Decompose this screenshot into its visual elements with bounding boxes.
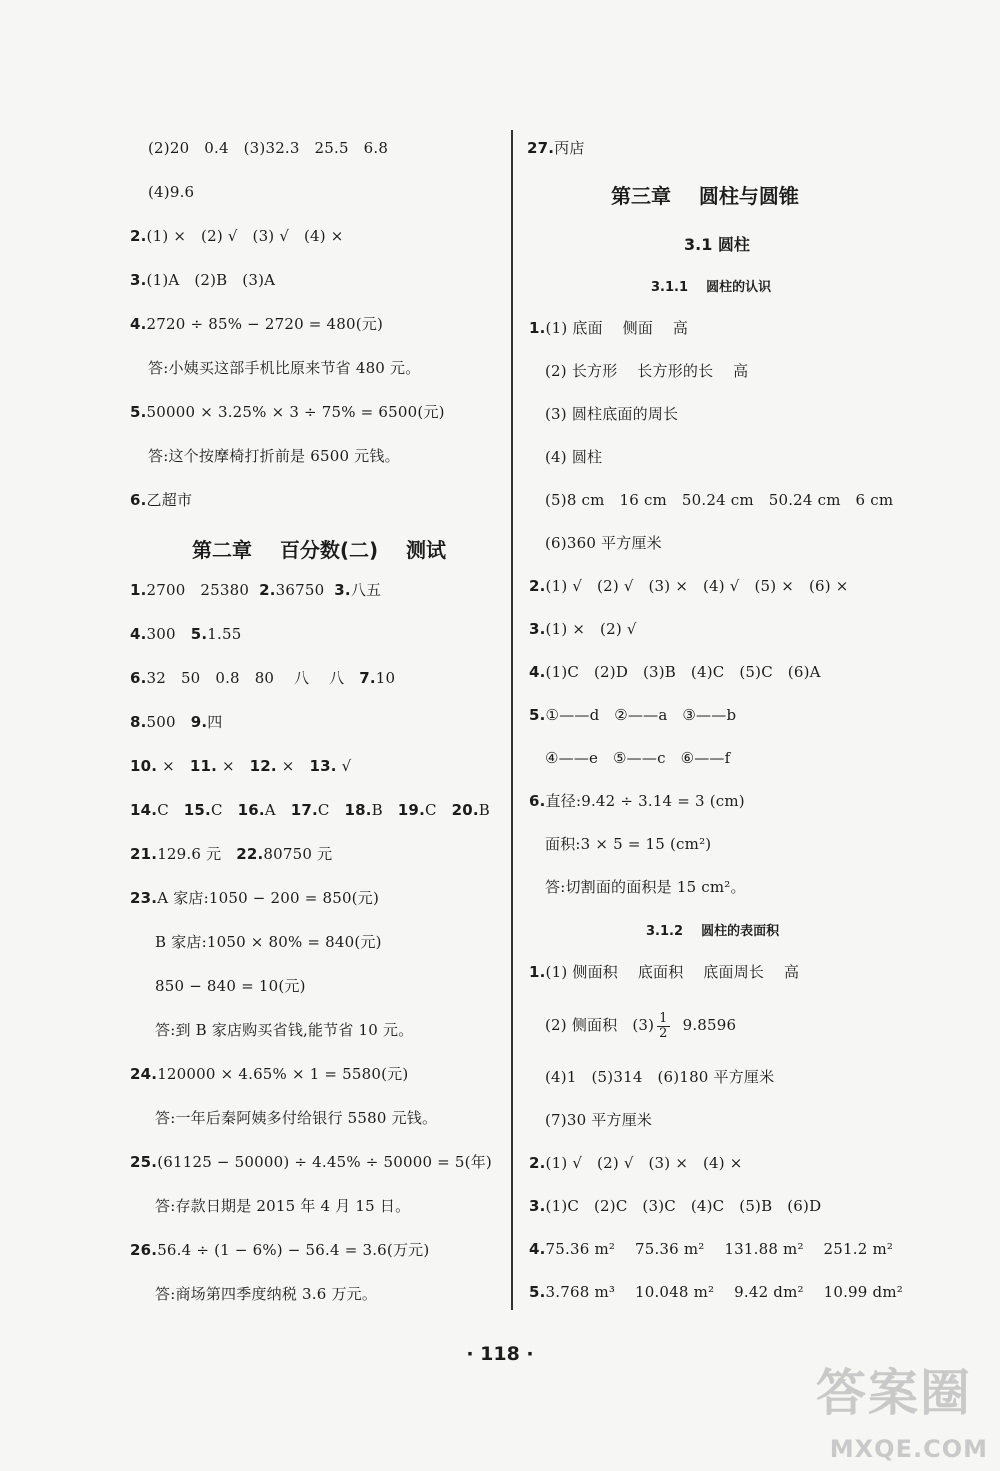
question-5 bbox=[529, 1282, 903, 1302]
test-line-6 bbox=[130, 800, 490, 820]
question-text: 120000 × 4.65% × 1 = 5580(元) bbox=[157, 1065, 409, 1083]
question-text: C bbox=[210, 801, 238, 819]
question-number: 2. bbox=[529, 1154, 546, 1172]
question-text: 2720 ÷ 85% − 2720 = 480(元) bbox=[146, 315, 384, 333]
question-text: (1)C (2)C (3)C (4)C (5)B (6)D bbox=[545, 1197, 822, 1215]
answer-line: 答:商场第四季度纳税 3.6 万元。 bbox=[155, 1285, 378, 1303]
question-number: 15. bbox=[183, 801, 211, 819]
test-line-3 bbox=[130, 668, 395, 688]
question-text: 乙超市 bbox=[146, 491, 193, 509]
answer-line: (4)1 (5)314 (6)180 平方厘米 bbox=[545, 1068, 775, 1086]
question-number: 3. bbox=[130, 271, 147, 289]
question-number: 16. bbox=[237, 801, 265, 819]
question-number: 11. bbox=[189, 757, 218, 775]
question-27 bbox=[527, 138, 585, 158]
question-number: 5. bbox=[190, 625, 208, 643]
question-number: 6. bbox=[130, 669, 147, 687]
question-text: A 家店:1050 − 200 = 850(元) bbox=[157, 889, 379, 907]
answer-line bbox=[545, 1010, 736, 1041]
question-text: 丙店 bbox=[554, 139, 585, 157]
question-1 bbox=[529, 318, 688, 338]
question-text: √ bbox=[336, 757, 352, 775]
watermark-url: MXQE.COM bbox=[829, 1435, 988, 1463]
question-5 bbox=[130, 402, 445, 422]
question-number: 17. bbox=[290, 801, 318, 819]
question-number: 23. bbox=[130, 889, 158, 907]
question-text: 300 bbox=[146, 625, 191, 643]
question-text: (1) 侧面积 底面积 底面周长 高 bbox=[545, 963, 800, 981]
question-number: 10. bbox=[130, 757, 158, 775]
question-text: 四 bbox=[207, 713, 223, 731]
answer-text: 9.8596 bbox=[672, 1016, 737, 1034]
test-line-5 bbox=[130, 756, 351, 776]
question-number: 4. bbox=[529, 663, 546, 681]
question-text: × bbox=[157, 757, 190, 775]
question-26 bbox=[130, 1240, 429, 1260]
question-number: 26. bbox=[130, 1241, 158, 1259]
question-text: 129.6 元 bbox=[157, 845, 237, 863]
question-text: (1)C (2)D (3)B (4)C (5)C (6)A bbox=[545, 663, 821, 681]
answer-line: (2)20 0.4 (3)32.3 25.5 6.8 bbox=[148, 139, 389, 157]
question-number: 4. bbox=[130, 315, 147, 333]
question-number: 4. bbox=[529, 1240, 546, 1258]
answer-line: (7)30 平方厘米 bbox=[545, 1111, 653, 1129]
answer-line: (6)360 平方厘米 bbox=[545, 534, 662, 552]
question-text: 3.768 m³ 10.048 m² 9.42 dm² 10.99 dm² bbox=[545, 1283, 903, 1301]
answer-line: 答:小姨买这部手机比原来节省 480 元。 bbox=[148, 359, 421, 377]
question-text: A bbox=[264, 801, 291, 819]
answer-line: (3) 圆柱底面的周长 bbox=[545, 405, 679, 423]
question-text: 50000 × 3.25% × 3 ÷ 75% = 6500(元) bbox=[146, 403, 445, 421]
question-text: B bbox=[478, 801, 490, 819]
question-text: 80750 元 bbox=[263, 845, 333, 863]
question-number: 2. bbox=[130, 227, 147, 245]
question-text: × bbox=[276, 757, 310, 775]
question-text: (1)A (2)B (3)A bbox=[146, 271, 276, 289]
question-number: 4. bbox=[130, 625, 147, 643]
question-text: 直径:9.42 ÷ 3.14 = 3 (cm) bbox=[545, 792, 745, 810]
question-text: 1.55 bbox=[207, 625, 242, 643]
question-number: 6. bbox=[130, 491, 147, 509]
question-text: (1) × (2) √ (3) √ (4) × bbox=[146, 227, 344, 245]
question-text: (1) √ (2) √ (3) × (4) √ (5) × (6) × bbox=[545, 577, 849, 595]
answer-line: (4) 圆柱 bbox=[545, 448, 603, 466]
question-text: 36750 bbox=[275, 581, 335, 599]
question-number: 1. bbox=[130, 581, 147, 599]
question-number: 24. bbox=[130, 1065, 158, 1083]
test-line-4 bbox=[130, 712, 222, 732]
question-number: 3. bbox=[334, 581, 351, 599]
question-number: 3. bbox=[529, 1197, 546, 1215]
answer-line: 答:存款日期是 2015 年 4 月 15 日。 bbox=[155, 1197, 411, 1215]
question-text: ①——d ②——a ③——b bbox=[545, 706, 737, 724]
question-number: 1. bbox=[529, 963, 546, 981]
answer-line: 答:切割面的面积是 15 cm²。 bbox=[545, 878, 746, 896]
answer-line: B 家店:1050 × 80% = 840(元) bbox=[155, 933, 382, 951]
question-text: 10 bbox=[375, 669, 396, 687]
answer-line: 答:这个按摩椅打折前是 6500 元钱。 bbox=[148, 447, 400, 465]
question-23 bbox=[130, 888, 379, 908]
answer-line: 答:到 B 家店购买省钱,能节省 10 元。 bbox=[155, 1021, 414, 1039]
question-text: 2700 25380 bbox=[146, 581, 260, 599]
question-number: 3. bbox=[529, 620, 546, 638]
answer-line: (5)8 cm 16 cm 50.24 cm 50.24 cm 6 cm bbox=[545, 491, 894, 509]
page-number: · 118 · bbox=[466, 1343, 534, 1365]
question-text: B bbox=[371, 801, 398, 819]
answer-text: (2) 侧面积 (3) bbox=[545, 1016, 655, 1034]
answer-line: ④——e ⑤——c ⑥——f bbox=[545, 749, 731, 767]
question-number: 5. bbox=[529, 706, 546, 724]
subsection-title: 3.1.2 圆柱的表面积 bbox=[646, 924, 780, 939]
question-text: C bbox=[317, 801, 345, 819]
question-number: 13. bbox=[309, 757, 337, 775]
question-text: C bbox=[424, 801, 452, 819]
question-text: 500 bbox=[146, 713, 191, 731]
question-24 bbox=[130, 1064, 408, 1084]
question-3 bbox=[529, 619, 637, 639]
section-title: 3.1 圆柱 bbox=[684, 235, 750, 254]
chapter-title: 第三章 圆柱与圆锥 bbox=[611, 184, 799, 208]
question-number: 5. bbox=[529, 1283, 546, 1301]
question-text: (1) √ (2) √ (3) × (4) × bbox=[545, 1154, 743, 1172]
question-text: 56.4 ÷ (1 − 6%) − 56.4 = 3.6(万元) bbox=[157, 1241, 430, 1259]
answer-line: (4)9.6 bbox=[148, 183, 195, 201]
question-number: 20. bbox=[451, 801, 479, 819]
question-2 bbox=[130, 226, 344, 246]
question-3 bbox=[130, 270, 275, 290]
test-line-1 bbox=[130, 580, 381, 600]
question-number: 21. bbox=[130, 845, 158, 863]
answer-line: 850 − 840 = 10(元) bbox=[155, 977, 306, 995]
question-number: 27. bbox=[527, 139, 555, 157]
question-text: 75.36 m² 75.36 m² 131.88 m² 251.2 m² bbox=[545, 1240, 894, 1258]
question-text: × bbox=[217, 757, 250, 775]
question-text: 32 50 0.8 80 八 八 bbox=[146, 669, 360, 687]
subsection-title: 3.1.1 圆柱的认识 bbox=[651, 280, 772, 295]
question-text: (61125 − 50000) ÷ 4.45% ÷ 50000 = 5(年) bbox=[157, 1153, 492, 1171]
question-number: 12. bbox=[249, 757, 277, 775]
watermark-logo-text: 答案圈 bbox=[816, 1364, 972, 1422]
question-number: 19. bbox=[397, 801, 425, 819]
fraction bbox=[657, 1012, 669, 1041]
fraction-denominator: 2 bbox=[659, 1025, 668, 1041]
question-number: 6. bbox=[529, 792, 546, 810]
question-2 bbox=[529, 1153, 743, 1173]
chapter-title: 第二章 百分数(二) 测试 bbox=[192, 538, 446, 562]
question-2 bbox=[529, 576, 849, 596]
question-text: C bbox=[157, 801, 184, 819]
question-4 bbox=[529, 1239, 893, 1259]
question-4 bbox=[529, 662, 821, 682]
answer-line: (2) 长方形 长方形的长 高 bbox=[545, 362, 749, 380]
answer-line: 面积:3 × 5 = 15 (cm²) bbox=[545, 835, 712, 853]
test-line-2 bbox=[130, 624, 241, 644]
question-number: 5. bbox=[130, 403, 147, 421]
question-number: 14. bbox=[130, 801, 158, 819]
question-number: 18. bbox=[344, 801, 372, 819]
question-number: 25. bbox=[130, 1153, 158, 1171]
watermark bbox=[798, 1353, 988, 1463]
question-text: (1) × (2) √ bbox=[545, 620, 637, 638]
question-number: 2. bbox=[529, 577, 546, 595]
question-1 bbox=[529, 962, 799, 982]
question-number: 2. bbox=[259, 581, 276, 599]
answer-line: 答:一年后秦阿姨多付给银行 5580 元钱。 bbox=[155, 1109, 438, 1127]
question-5 bbox=[529, 705, 736, 725]
question-number: 22. bbox=[236, 845, 264, 863]
test-line-7 bbox=[130, 844, 332, 864]
question-4 bbox=[130, 314, 383, 334]
question-number: 7. bbox=[359, 669, 376, 687]
question-6 bbox=[130, 490, 192, 510]
question-25 bbox=[130, 1152, 492, 1172]
question-6 bbox=[529, 791, 745, 811]
fraction-numerator: 1 bbox=[659, 1010, 668, 1026]
question-number: 8. bbox=[130, 713, 147, 731]
question-text: (1) 底面 侧面 高 bbox=[545, 319, 689, 337]
question-number: 9. bbox=[190, 713, 208, 731]
column-divider bbox=[511, 130, 513, 1310]
question-3 bbox=[529, 1196, 821, 1216]
question-text: 八五 bbox=[350, 581, 382, 599]
question-number: 1. bbox=[529, 319, 546, 337]
